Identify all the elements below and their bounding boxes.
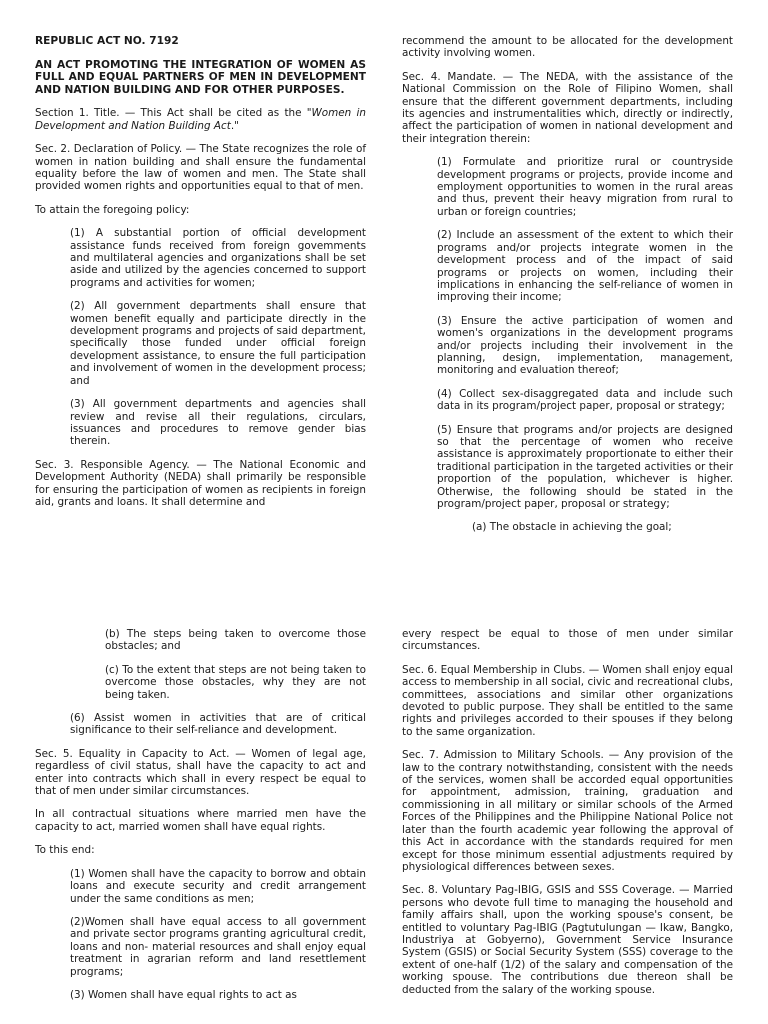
section-3-continued: recommend the amount to be allocated for the development activity involving women. xyxy=(402,35,733,60)
mandate-item-5: (5) Ensure that programs and/or projects are designed so that the percentage of women who receive assistance is approximately proportionate to either their traditional participation in the targeted activities or their proportion of the population, whichever is higher. Otherwise, the following should be stated in the program/project paper, proposal or strategy; xyxy=(437,423,733,510)
section-1-text: Section 1. Title. — This Act shall be cited as the " xyxy=(35,107,312,120)
section-3-agency: Sec. 3. Responsible Agency. — The National Economic and Development Authority (NEDA) shall primarily be responsible for ensuring the participation of women as recipients in foreign aid, grants and loans. It shall determine and xyxy=(35,458,366,508)
section-6-clubs: Sec. 6. Equal Membership in Clubs. — Women shall enjoy equal access to membership in all social, civic and recreational clubs, committees, associations and similar other organizations devoted to public purpose. They shall be entitled to the same rights and privileges accorded to their spouses if they belong to the same organization. xyxy=(402,663,733,738)
section-2-policy: Sec. 2. Declaration of Policy. — The State recognizes the role of women in nation building and shall ensure the fundamental equality before the law of women and men. The State shall provided women rights and opportunities equal to that of men. xyxy=(35,143,366,193)
section-8-coverage: Sec. 8. Voluntary Pag-IBIG, GSIS and SSS Coverage. — Married persons who devote full time to managing the household and family affairs shall, upon the working spouse's consent, be entitled to voluntary Pag-IBIG (Pagtutulungan — Ikaw, Bangko, Industriya at Gobyerno), Government Service Insurance System (GSIS) or Social Security System (SSS) coverage to the extent of one-half (1/2) of the salary and compensation of the working spouse. The contributions due thereon shall be deducted from the salary of the working spouse. xyxy=(402,884,733,996)
mandate-item-4: (4) Collect sex-disaggregated data and include such data in its program/project paper, proposal or strategy; xyxy=(437,387,733,413)
equality-item-2: (2)Women shall have equal access to all government and private sector programs granting agricultural credit, loans and non- material resources and shall enjoy equal treatment in agrarian reform and land resettlement programs; xyxy=(70,915,366,978)
mandate-item-6: (6) Assist women in activities that are of critical significance to their self-reliance and development. xyxy=(70,712,366,737)
to-this-end: To this end: xyxy=(35,844,95,857)
page2-right-column xyxy=(402,628,733,1007)
mandate-item-5a: (a) The obstacle in achieving the goal; xyxy=(472,521,672,534)
document-page-2 xyxy=(0,612,768,1024)
section-7-military: Sec. 7. Admission to Military Schools. — Any provision of the law to the contrary notwithstanding, consistent with the needs of the services, women shall be accorded equal opportunities for appointment, admission, training, graduation and commissioning in all military or similar schools of the Armed Forces of the Philippines and the Philippine National Police not later than the fourth academic year following the approval of this Act in accordance with the standards required for men except for those minimum essential adjustments required by physiological differences between sexes. xyxy=(402,749,733,873)
page1-right-column xyxy=(402,35,733,545)
page2-left-column xyxy=(35,628,366,1012)
mandate-item-2: (2) Include an assessment of the extent to which their programs and/or projects integrate women in the development process and of the impact of said programs or projects on women, including their implications in enhancing the self-reliance of women in improving their income; xyxy=(437,229,733,304)
contractual-situations: In all contractual situations where married men have the capacity to act, married women shall have equal rights. xyxy=(35,808,366,833)
mandate-item-5c: (c) To the extent that steps are not being taken to overcome those obstacles, why they are not being taken. xyxy=(105,663,366,701)
section-1-title xyxy=(35,107,366,132)
section-4-mandate: Sec. 4. Mandate. — The NEDA, with the assistance of the National Commission on the Role of Filipino Women, shall ensure that the different government departments, including its agencies and instrumentalities which, directly or indirectly, affect the participation of women in national development and their integration therein: xyxy=(402,70,733,145)
section-1-short-title: Women in Development and Nation Building Act xyxy=(35,107,366,132)
equality-item-3: (3) Women shall have equal rights to act as xyxy=(70,988,297,1001)
act-title: AN ACT PROMOTING THE INTEGRATION OF WOMEN AS FULL AND EQUAL PARTNERS OF MEN IN DEVELOPMENT AND NATION BUILDING AND FOR OTHER PURPOSES. xyxy=(35,58,366,96)
mandate-item-5b: (b) The steps being taken to overcome those obstacles; and xyxy=(105,628,366,653)
equality-item-1: (1) Women shall have the capacity to borrow and obtain loans and execute security and credit arrangement under the same conditions as men; xyxy=(70,867,366,905)
act-number: REPUBLIC ACT NO. 7192 xyxy=(35,35,179,47)
page1-left-column xyxy=(35,35,366,519)
policy-item-2: (2) All government departments shall ensure that women benefit equally and participate directly in the development programs and projects of said department, specifically those funded under official foreign development assistance, to ensure the full participation and involvement of women in the development process; and xyxy=(70,300,366,387)
section-1-suffix: ." xyxy=(230,119,239,132)
section-5-continued: every respect be equal to those of men under similar circumstances. xyxy=(402,628,733,653)
policy-item-3: (3) All government departments and agencies shall review and revise all their regulations, circulars, issuances and procedures to remove gender bias therein. xyxy=(70,398,366,448)
attain-policy-intro: To attain the foregoing policy: xyxy=(35,203,190,216)
section-5-equality: Sec. 5. Equality in Capacity to Act. — Women of legal age, regardless of civil status, shall have the capacity to act and enter into contracts which shall in every respect be equal to that of men under similar circumstances. xyxy=(35,747,366,798)
mandate-item-3: (3) Ensure the active participation of women and women's organizations in the development programs and/or projects including their involvement in the planning, design, implementation, management, monitoring and evaluation thereof; xyxy=(437,314,733,377)
mandate-item-1: (1) Formulate and prioritize rural or countryside development programs or projects, provide income and employment opportunities to women in the rural areas and thus, prevent their heavy migration from rural to urban or foreign countries; xyxy=(437,156,733,218)
policy-item-1: (1) A substantial portion of official development assistance funds received from foreign govemments and multilateral agencies and organizations shall be set aside and utilized by the agencies concerned to support programs and activities for women; xyxy=(70,227,366,289)
